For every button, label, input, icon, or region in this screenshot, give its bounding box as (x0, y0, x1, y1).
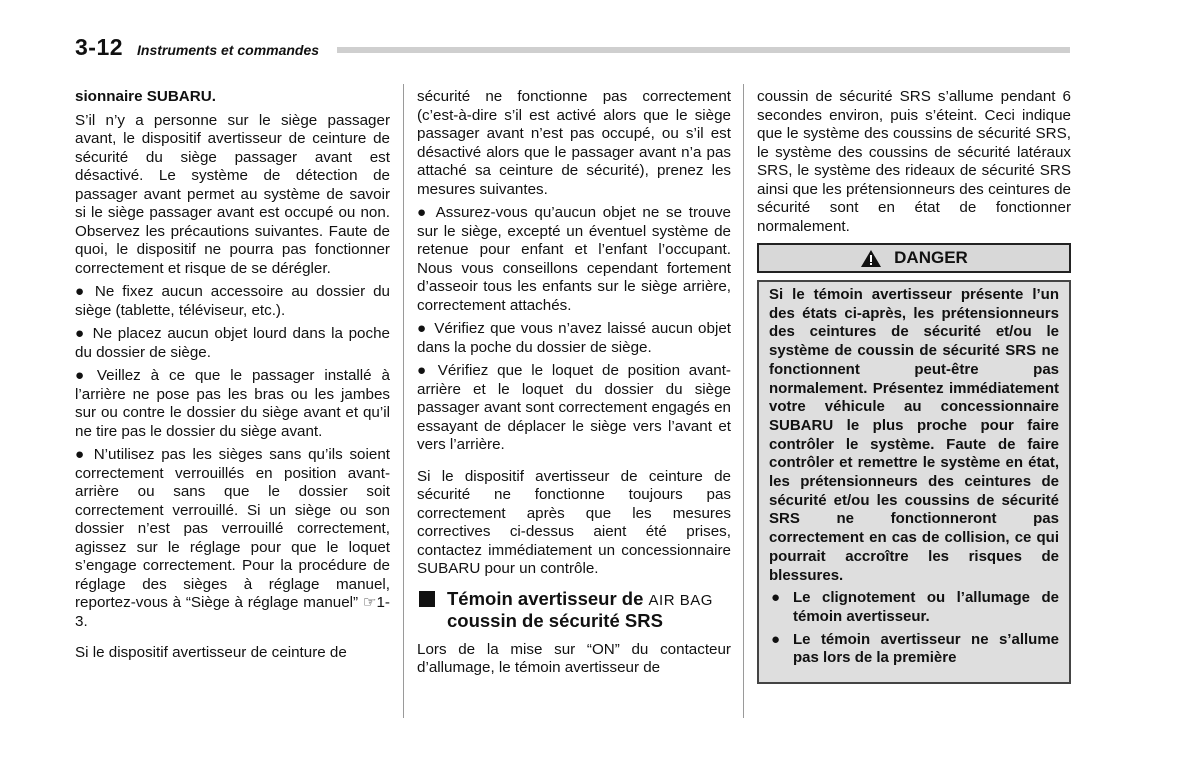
bullet-item: ● Vérifiez que vous n’avez laissé aucun objet dans la poche du dossier de siège. (417, 320, 731, 356)
bullet-icon: ● (75, 325, 86, 342)
header-rule (337, 47, 1070, 53)
subsection-heading: Témoin avertisseur de AIR BAG coussin de sécurité SRS (417, 589, 731, 631)
bullet-icon: ● (75, 446, 87, 463)
bullet-item: ● Ne fixez aucun accessoire au dossier du siège (tablette, téléviseur, etc.). (75, 283, 390, 319)
lead-text: sionnaire SUBARU. (75, 88, 216, 105)
bullet-icon: ● (417, 204, 429, 221)
column-middle (417, 88, 731, 683)
paragraph: S’il n’y a personne sur le siège passager avant, le dispositif avertisseur de ceinture de sécurité du siège passager avant est désactivé. Le système de détection de passager avant permet au système de savoir si le siège passager avant est occupé ou non. Observez les précautions suivantes. Faute de quoi, le dispositif ne pourra pas fonctionner correctement et risque de se dérégler. (75, 111, 390, 277)
column-divider-right (743, 84, 744, 718)
column-right (757, 88, 1071, 684)
bullet-item: ● Ne placez aucun objet lourd dans la poche du dossier de siège. (75, 325, 390, 361)
paragraph: Si le dispositif avertisseur de ceinture de (75, 644, 347, 661)
paragraph: coussin de sécurité SRS s’allume pendant 6 secondes environ, puis s’éteint. Ceci indique que le système des coussins de sécurité SRS, le système des coussins de sécurité latéraux SRS, le système des rideaux de sécurité SRS ainsi que les prétensionneurs des ceintures de sécurité sont en état de fonctionner normalement. (757, 88, 1071, 235)
airbag-icon: AIR BAG (648, 591, 713, 609)
bullet-icon: ● (75, 283, 88, 300)
danger-text: Si le témoin avertisseur présente l’un des états ci-après, les prétensionneurs des ceintures de sécurité et/ou le système de coussin de sécurité SRS ne fonctionnent peut-être pas normalement. Présentez immédiatement votre véhicule au concessionnaire SUBARU le plus proche pour faire contrôler le système. Faute de faire contrôler et remettre le système en état, les prétensionneurs des ceintures de sécurité et/ou les coussins de sécurité SRS ne fonctionneront pas correctement en cas de collision, ce qui pourrait accroître les risques de blessures. (769, 286, 1059, 584)
paragraph: Lors de la mise sur “ON” du contacteur d’allumage, le témoin avertisseur de (417, 640, 731, 676)
bullet-item: ● Assurez-vous qu’aucun objet ne se trouve sur le siège, excepté un éventuel système de retenue pour enfant et l’enfant l’occupant. Nous vous conseillons cependant fortement d’asseoir tous les enfants sur le siège arrière, correctement attachés. (417, 204, 731, 314)
bullet-icon: ● (417, 362, 431, 379)
bullet-item: ● N’utilisez pas les sièges sans qu’ils soient correctement verrouillés en position avant-arrière ou sans que le dossier soit correctement verrouillé. Si un siège ou son dossier n’est pas verrouillé correctement, agissez sur le réglage pour que le loquet s’engage correctement. Pour la procédure de réglage des sièges à réglage manuel, reportez-vous à “Siège à réglage manuel” ☞1-3. (75, 446, 390, 630)
page-number: 3-12 (75, 34, 124, 60)
danger-box (757, 280, 1071, 684)
page-header (75, 34, 1070, 64)
bullet-icon: ● (417, 320, 428, 337)
paragraph: Si le dispositif avertisseur de ceinture de sécurité ne fonctionne toujours pas correctement après que les mesures correctives ci-dessus aient été prises, contactez immédiatement un concessionnaire SUBARU pour un contrôle. (417, 467, 731, 577)
bullet-item: ● Vérifiez que le loquet de position avant-arrière et le loquet du dossier du siège passager avant sont correctement engagés en essayant de déplacer le siège vers l’avant et vers l’arrière. (417, 362, 731, 453)
section-title: Instruments et commandes (137, 42, 320, 58)
bullet-item: ● Veillez à ce que le passager installé à l’arrière ne pose pas les bras ou les jambes sur ou contre le dossier du siège avant et qu’il ne tire pas le dossier du siège avant. (75, 367, 390, 440)
column-left (75, 88, 390, 668)
danger-label: DANGER (757, 243, 1071, 273)
warning-triangle-icon (860, 249, 882, 268)
bullet-icon: ● (771, 630, 781, 648)
bullet-icon: ● (771, 589, 781, 607)
heading-square-icon (419, 591, 435, 607)
paragraph: sécurité ne fonctionne pas correctement (c’est-à-dire s’il est activé alors que le siège passager avant n’est pas occupé, ou s’il est désactivé alors que le passager avant n’a pas attaché sa ceinture de sécurité), prenez les mesures suivantes. (417, 88, 731, 198)
danger-bullet-item: ● Le témoin avertisseur ne s’allume pas lors de la première (771, 630, 1059, 667)
column-divider-left (403, 84, 404, 718)
danger-bullet-item: ● Le clignotement ou l’allumage de témoin avertisseur. (771, 589, 1059, 625)
bullet-icon: ● (75, 367, 90, 384)
